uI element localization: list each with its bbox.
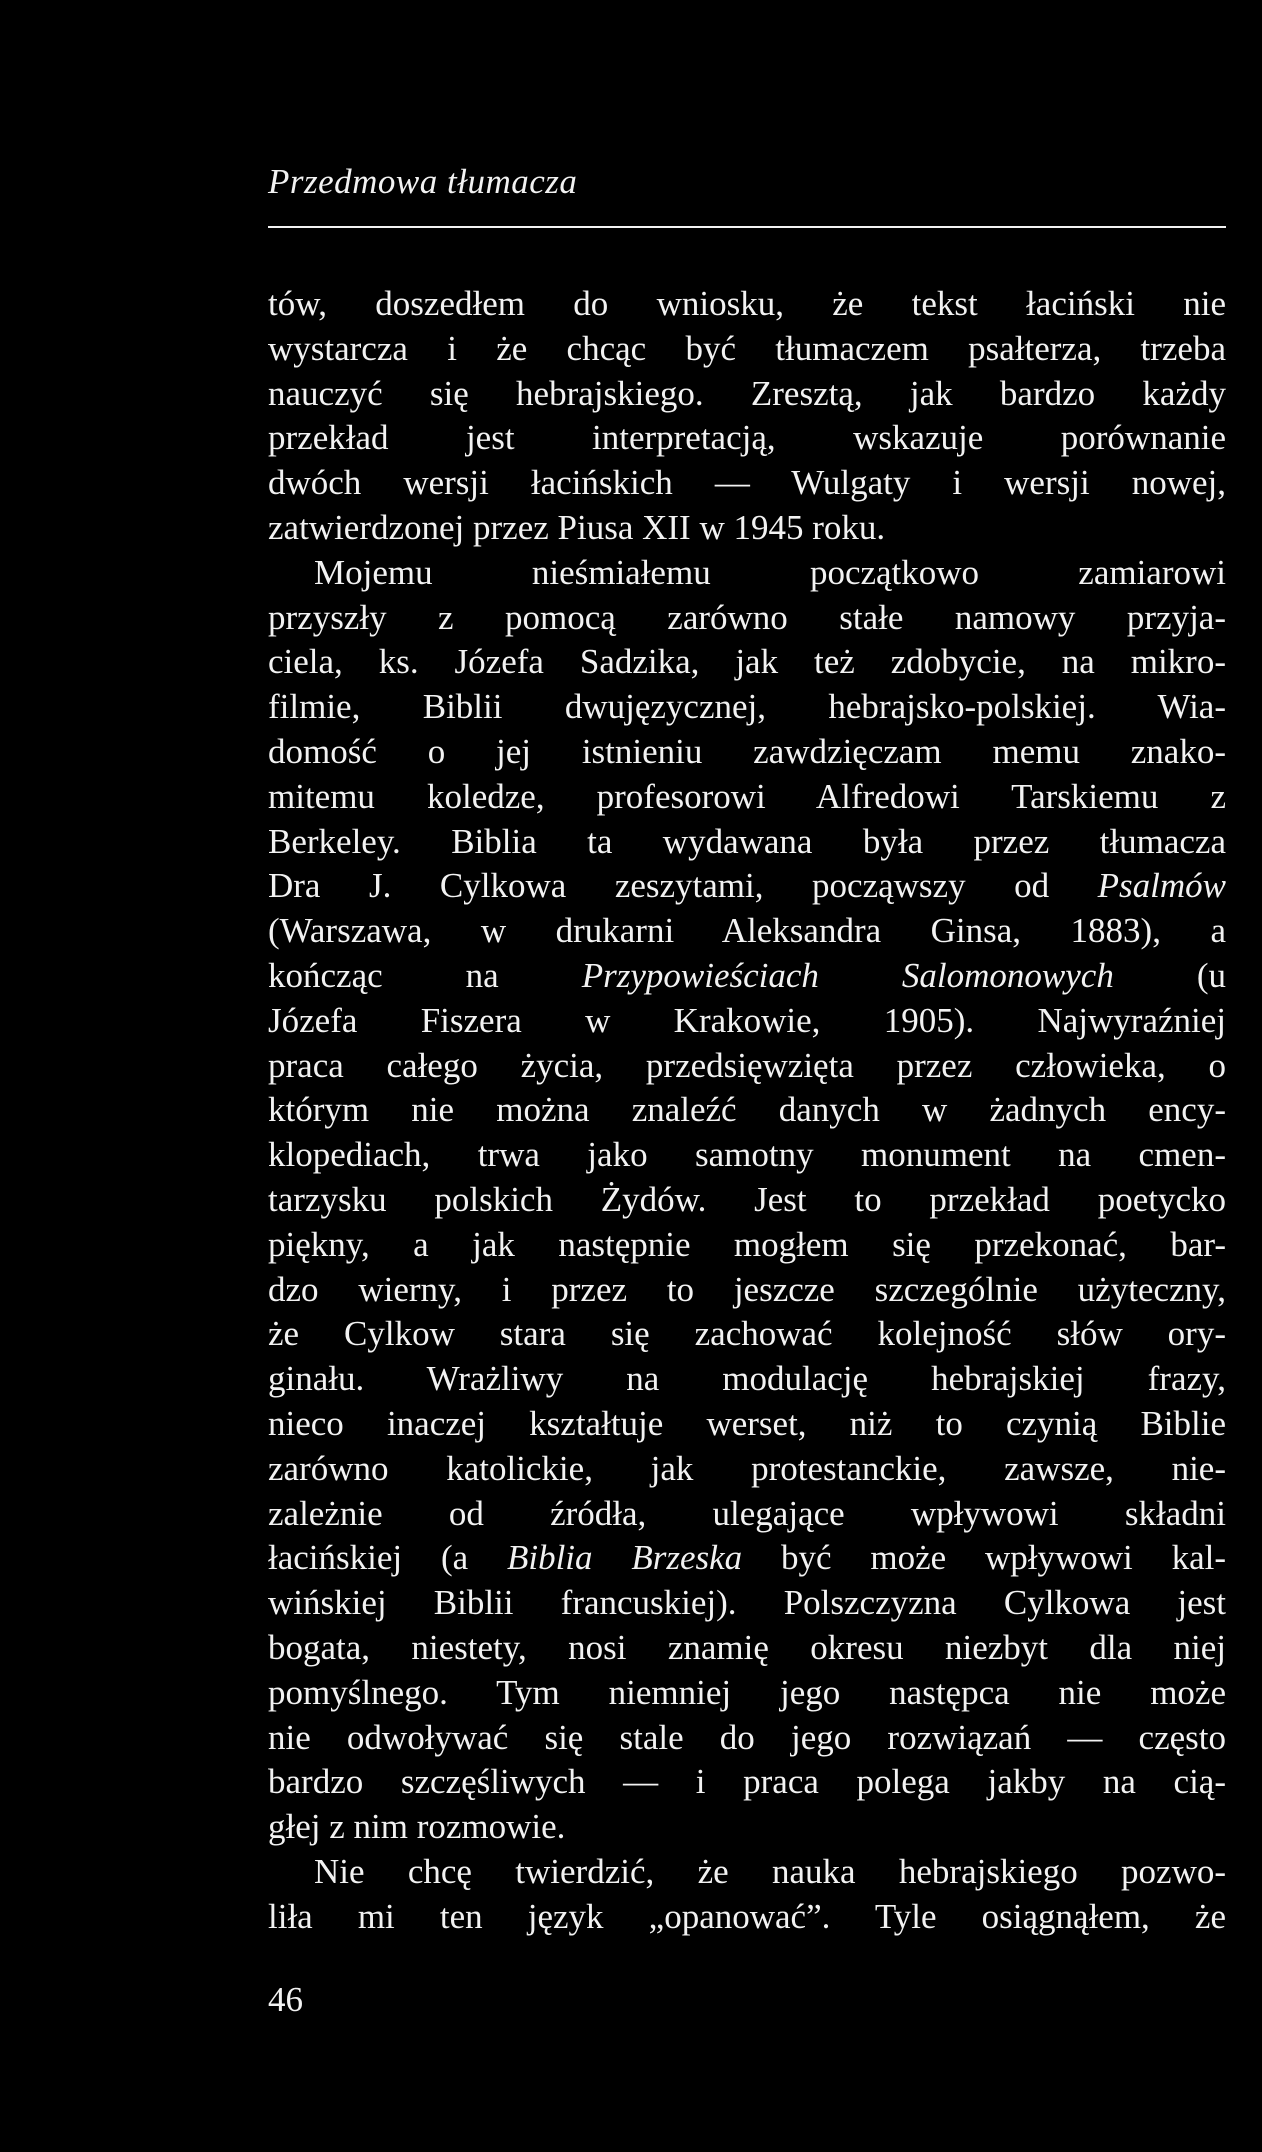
text-line: że Cylkow stara się zachować kolejność słów ory-	[268, 1314, 1226, 1354]
text-line: przekład jest interpretacją, wskazuje porównanie	[268, 418, 1226, 458]
text-line: klopediach, trwa jako samotny monument na cmen-	[268, 1135, 1226, 1175]
text-line: wystarcza i że chcąc być tłumaczem psałterza, trzeba	[268, 328, 1226, 368]
text-line	[268, 954, 1226, 999]
page-number: 46	[268, 1980, 303, 2019]
text-line	[268, 864, 1226, 909]
text-line: Berkeley. Biblia ta wydawana była przez tłumacza	[268, 821, 1226, 861]
text-line: tarzysku polskich Żydów. Jest to przekład poetycko	[268, 1179, 1226, 1219]
text-line: wińskiej Biblii francuskiej). Polszczyzna Cylkowa jest	[268, 1583, 1226, 1623]
text-line	[268, 1536, 1226, 1581]
text-line: Nie chcę twierdzić, że nauka hebrajskiego pozwo-	[314, 1851, 1226, 1891]
body-text	[268, 282, 1226, 1939]
text-line: domość o jej istnieniu zawdzięczam memu znako-	[268, 731, 1226, 771]
text-line: pomyślnego. Tym niemniej jego następca nie może	[268, 1672, 1226, 1712]
text-line: filmie, Biblii dwujęzycznej, hebrajsko-polskiej. Wia-	[268, 687, 1226, 727]
text-segment: (u	[1113, 955, 1226, 995]
text-line: nieco inaczej kształtuje werset, niż to czynią Biblie	[268, 1403, 1226, 1443]
italic-title: Biblia Brzeska	[506, 1538, 743, 1578]
text-line: bardzo szczęśliwych — i praca polega jakby na cią-	[268, 1762, 1226, 1802]
text-segment: być może wpływowi kal-	[742, 1538, 1226, 1578]
text-line: nie odwoływać się stale do jego rozwiązań — często	[268, 1717, 1226, 1757]
text-segment: Dra J. Cylkowa zeszytami, począwszy od	[268, 866, 1098, 906]
italic-title: Psalmów	[1097, 866, 1226, 906]
text-line: mitemu koledze, profesorowi Alfredowi Tarskiemu z	[268, 776, 1226, 816]
header-rule	[268, 226, 1226, 228]
text-line: (Warszawa, w drukarni Aleksandra Ginsa, 1883), a	[268, 911, 1226, 951]
text-line: nauczyć się hebrajskiego. Zresztą, jak bardzo każdy	[268, 373, 1226, 413]
text-line: zatwierdzonej przez Piusa XII w 1945 roku.	[268, 507, 886, 547]
text-line: liła mi ten język „opanować”. Tyle osiągnąłem, że	[268, 1896, 1226, 1936]
text-line: głej z nim rozmowie.	[268, 1807, 566, 1847]
text-line: przyszły z pomocą zarówno stałe namowy przyja-	[268, 597, 1226, 637]
italic-title: Przypowieściach Salomonowych	[581, 955, 1114, 995]
text-line: którym nie można znaleźć danych w żadnych ency-	[268, 1090, 1226, 1130]
text-line: dzo wierny, i przez to jeszcze szczególnie użyteczny,	[268, 1269, 1226, 1309]
text-line: Mojemu nieśmiałemu początkowo zamiarowi	[314, 552, 1226, 592]
text-line: praca całego życia, przedsięwzięta przez człowieka, o	[268, 1045, 1226, 1085]
text-line: dwóch wersji łacińskich — Wulgaty i wersji nowej,	[268, 463, 1226, 503]
text-segment: łacińskiej (a	[268, 1538, 507, 1578]
text-line: piękny, a jak następnie mogłem się przekonać, bar-	[268, 1224, 1226, 1264]
text-line: ciela, ks. Józefa Sadzika, jak też zdobycie, na mikro-	[268, 642, 1226, 682]
text-line: Józefa Fiszera w Krakowie, 1905). Najwyraźniej	[268, 1000, 1226, 1040]
text-segment: kończąc na	[268, 955, 582, 995]
text-line: bogata, niestety, nosi znamię okresu niezbyt dla niej	[268, 1627, 1226, 1667]
running-head: Przedmowa tłumacza	[268, 162, 578, 201]
text-line: zależnie od źródła, ulegające wpływowi składni	[268, 1493, 1226, 1533]
text-line: ginału. Wrażliwy na modulację hebrajskiej frazy,	[268, 1359, 1226, 1399]
text-line: zarówno katolickie, jak protestanckie, zawsze, nie-	[268, 1448, 1226, 1488]
text-line: tów, doszedłem do wniosku, że tekst łaciński nie	[268, 284, 1226, 323]
